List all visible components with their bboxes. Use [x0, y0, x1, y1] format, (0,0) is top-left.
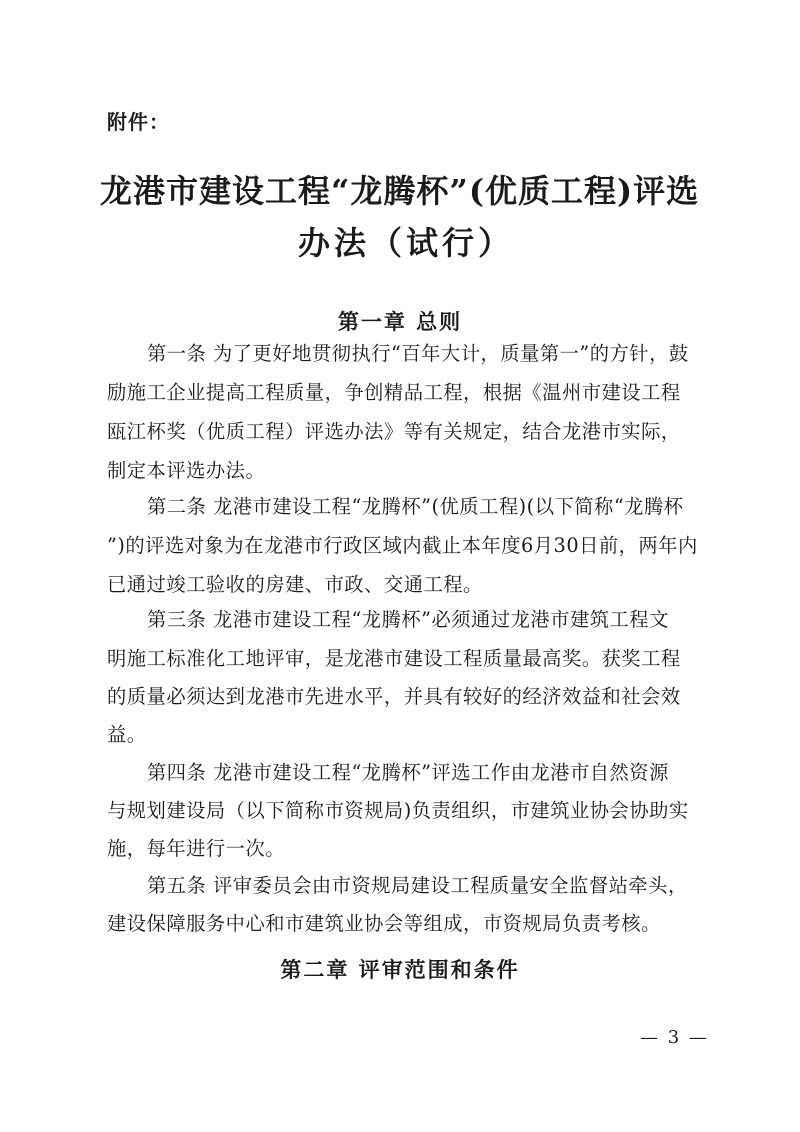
article-3-line: 明施工标准化工地评审，是龙港市建设工程质量最高奖。获奖工程 [107, 647, 681, 670]
article-4-line: 施，每年进行一次。 [107, 837, 286, 860]
article-3-line: 的质量必须达到龙港市先进水平，并具有较好的经济效益和社会效 [107, 685, 681, 708]
article-5-line: 建设保障服务中心和市建筑业协会等组成，市资规局负责考核。 [107, 912, 661, 935]
article-4-line: 与规划建设局（以下简称市资规局)负责组织，市建筑业协会协助实 [107, 799, 689, 822]
article-2-line: ”)的评选对象为在龙港市行政区域内截止本年度6月30日前，两年内 [107, 534, 698, 557]
article-3-line: 益。 [107, 723, 147, 746]
article-1-line: 制定本评选办法。 [107, 459, 266, 482]
article-1-line: 瓯江杯奖（优质工程）评选办法》等有关规定，结合龙港市实际， [107, 420, 681, 443]
document-title-line-1: 龙港市建设工程“龙腾杯”(优质工程)评选 [100, 172, 700, 210]
attachment-label: 附件： [107, 110, 170, 134]
document-title-line-2: 办法（试行） [298, 224, 515, 262]
article-2-line: 第二条 龙港市建设工程“龙腾杯”(优质工程)(以下简称“龙腾杯 [147, 495, 684, 518]
chapter-heading-2: 第二章 评审范围和条件 [280, 958, 520, 982]
article-4-line: 第四条 龙港市建设工程“龙腾杯”评选工作由龙港市自然资源 [147, 761, 669, 784]
chapter-heading-1: 第一章 总则 [337, 310, 463, 334]
article-3-line: 第三条 龙港市建设工程“龙腾杯”必须通过龙港市建筑工程文 [147, 608, 669, 631]
article-2-line: 已通过竣工验收的房建、市政、交通工程。 [107, 573, 483, 596]
article-1-line: 第一条 为了更好地贯彻执行“百年大计，质量第一”的方针，鼓 [147, 342, 689, 365]
page-number: — 3 — [640, 1027, 709, 1048]
article-1-line: 励施工企业提高工程质量，争创精品工程，根据《温州市建设工程 [107, 381, 681, 404]
article-5-line: 第五条 评审委员会由市资规局建设工程质量安全监督站牵头， [147, 874, 688, 897]
